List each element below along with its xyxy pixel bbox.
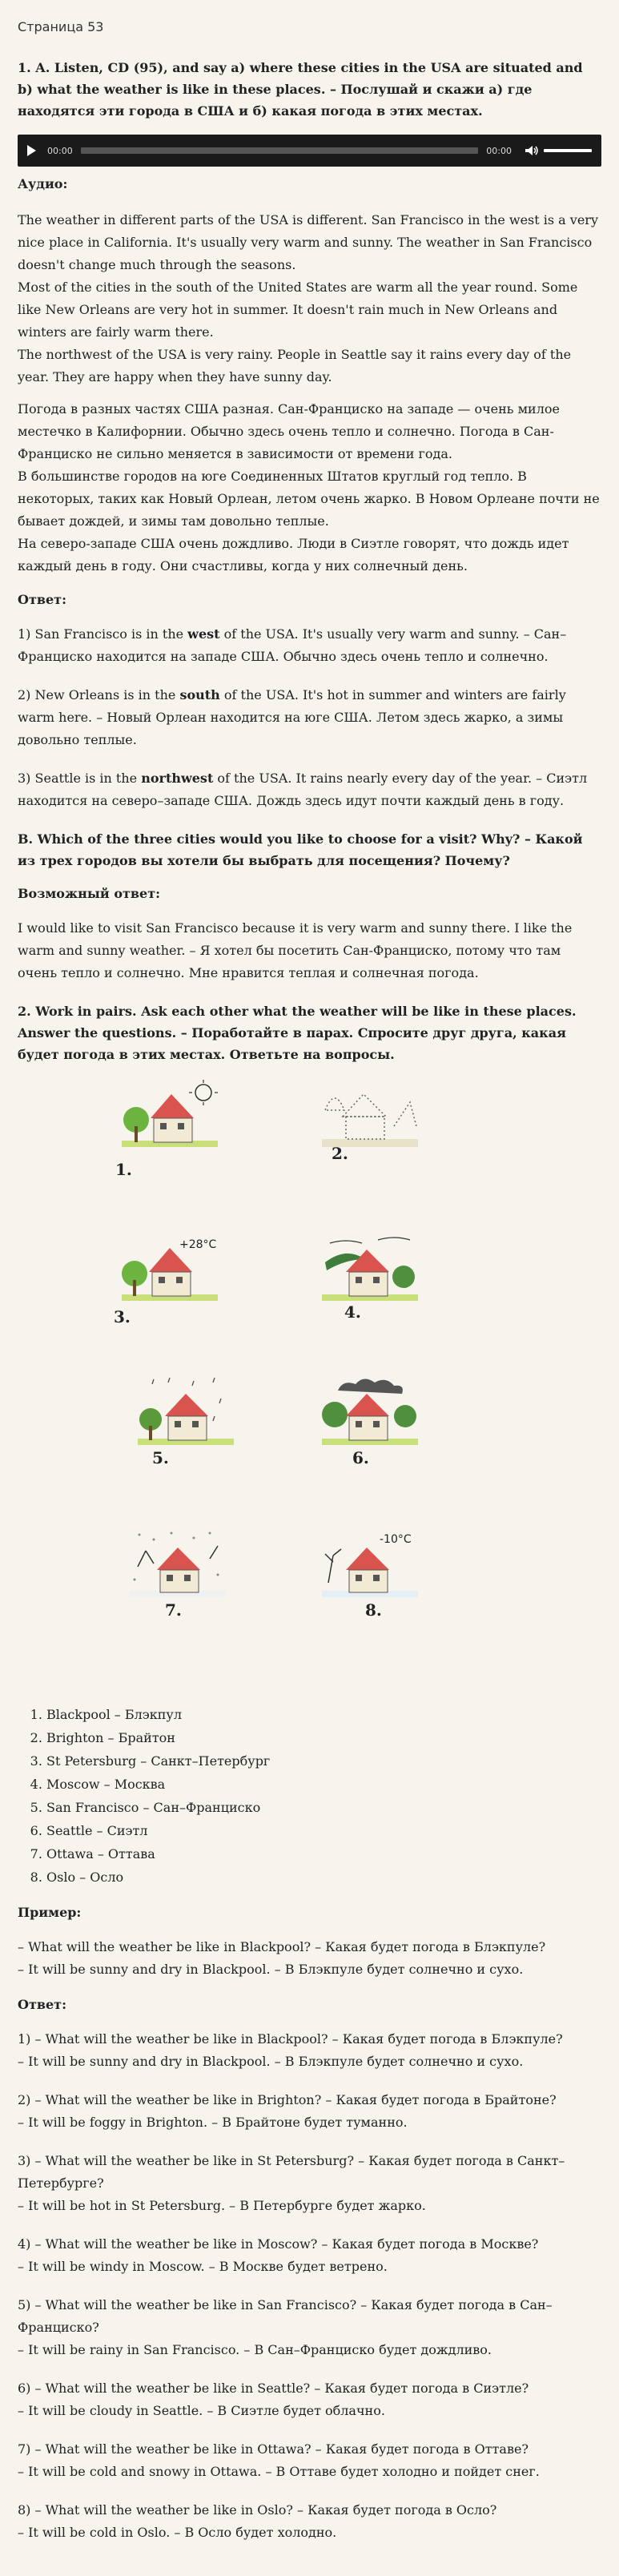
answer-direction: south	[179, 687, 220, 702]
example	[18, 1936, 601, 1981]
snowy-house-icon	[130, 1527, 226, 1607]
audio-label: Аудио:	[18, 176, 68, 191]
cold-house-icon	[322, 1527, 418, 1607]
answer-text: of the USA. It's usually very warm and sunny. – Сан–Франциско находится на западе США. Обычно здесь очень тепло и солнечно.	[18, 626, 567, 664]
question: 6) – What will the weather be like in Seattle? – Какая будет погода в Сиэтле?	[18, 2381, 529, 2396]
audio-text-en	[18, 209, 601, 388]
picture-number: 3.	[114, 1307, 131, 1326]
list-item: 5. San Francisco – Сан–Франциско	[46, 1796, 601, 1819]
picture-6	[322, 1375, 442, 1487]
page-label: Страница 53	[18, 19, 104, 34]
answer: – It will be cloudy in Seattle. – В Сиэтле будет облачно.	[18, 2403, 385, 2418]
example-question: – What will the weather be like in Blackpool? – Какая будет погода в Блэкпуле?	[18, 1939, 546, 1954]
list-item: 1. Blackpool – Блэкпул	[46, 1703, 601, 1726]
picture-3	[114, 1230, 242, 1342]
task2-answer-1	[18, 2028, 601, 2073]
possible-answer-label: Возможный ответ:	[18, 886, 161, 901]
task1-heading: 1. A. Listen, CD (95), and say a) where these cities in the USA are situated and b) what the weather is like in these places. – Послушай и скажи а) где находятся эти города в США и б) какая погода в этих местах.	[18, 60, 583, 119]
answer: – It will be cold in Oslo. – В Осло будет холодно.	[18, 2525, 337, 2540]
picture-number: 6.	[352, 1448, 369, 1467]
audio-en-3: The northwest of the USA is very rainy. People in Seattle say it rains every day of the year. They are happy when they have sunny day.	[18, 347, 572, 384]
list-item: 8. Oslo – Осло	[46, 1866, 601, 1889]
task1-answer-label: Ответ:	[18, 592, 66, 607]
task2-answer-3	[18, 2150, 601, 2217]
list-item: 6. Seattle – Сиэтл	[46, 1819, 601, 1842]
current-time: 00:00	[47, 145, 73, 156]
audio-player[interactable]	[18, 135, 601, 167]
question: 2) – What will the weather be like in Brighton? – Какая будет погода в Брайтоне?	[18, 2092, 557, 2107]
audio-ru-3: На северо-западе США очень дождливо. Люди в Сиэтле говорят, что дождь идет каждый день в году. Они счастливы, когда у них солнечный день.	[18, 536, 569, 574]
answer-text: of the USA. It rains nearly every day of the year. – Сиэтл находится на северо–западе США. Дождь здесь идут почти каждый день в году.	[18, 771, 588, 808]
list-item: 7. Ottawa – Оттава	[46, 1842, 601, 1866]
volume-slider[interactable]	[544, 149, 592, 152]
list-item: 4. Moscow – Москва	[46, 1773, 601, 1796]
answer: – It will be cold and snowy in Ottawa. – В Оттаве будет холодно и пойдет снег.	[18, 2464, 540, 2479]
picture-2	[322, 1078, 442, 1190]
temperature-label: -10°C	[380, 1533, 412, 1546]
volume-icon[interactable]	[525, 145, 539, 156]
answer: – It will be sunny and dry in Blackpool. – В Блэкпуле будет солнечно и сухо.	[18, 2054, 524, 2069]
picture-7	[130, 1527, 250, 1639]
task2-answer-label: Ответ:	[18, 1997, 66, 2012]
audio-ru-1: Погода в разных частях США разная. Сан-Франциско на западе — очень милое местечко в Калифорнии. Обычно здесь очень тепло и солнечно. Погода в Сан-Франциско не сильно меняется в зависимости от времени года.	[18, 401, 560, 461]
answer-text: of the USA. It's hot in summer and winters are fairly warm here. – Новый Орлеан находится на юге США. Летом здесь жарко, а зимы довольно теплые.	[18, 687, 566, 747]
task2-answer-4	[18, 2233, 601, 2278]
picture-5	[138, 1375, 258, 1487]
answer-direction: northwest	[141, 771, 214, 786]
task2-answer-7	[18, 2438, 601, 2483]
cloudy-house-icon	[322, 1375, 418, 1455]
picture-number: 2.	[332, 1144, 348, 1163]
question: 3) – What will the weather be like in St Petersburg? – Какая будет погода в Санкт–Петербурге?	[18, 2153, 565, 2191]
seek-bar[interactable]	[81, 147, 479, 154]
list-item: 3. St Petersburg – Санкт–Петербург	[46, 1749, 601, 1773]
picture-number: 7.	[165, 1600, 182, 1620]
answer-direction: west	[187, 626, 220, 642]
picture-number: 4.	[344, 1302, 361, 1322]
question: 8) – What will the weather be like in Oslo? – Какая будет погода в Осло?	[18, 2502, 497, 2518]
task2-answer-2	[18, 2089, 601, 2134]
city-list	[18, 1703, 601, 1889]
list-item: 2. Brighton – Брайтон	[46, 1726, 601, 1749]
task2-answer-8	[18, 2499, 601, 2544]
task1-answer-3	[18, 767, 601, 812]
task2-answer-5	[18, 2294, 601, 2361]
answer: – It will be windy in Moscow. – В Москве будет ветрено.	[18, 2259, 388, 2274]
example-answer: – It will be sunny and dry in Blackpool. – В Блэкпуле будет солнечно и сухо.	[18, 1962, 524, 1977]
answer: – It will be hot in St Petersburg. – В Петербурге будет жарко.	[18, 2198, 426, 2213]
hot-house-icon	[122, 1230, 218, 1310]
possible-answer: I would like to visit San Francisco because it is very warm and sunny there. I like the warm and sunny weather. – Я хотел бы посетить Сан-Франциско, потому что там очень тепло и солнечно. Мне нравится теплая и солнечная погода.	[18, 920, 573, 980]
picture-number: 8.	[365, 1600, 382, 1620]
answer-text: 2) New Orleans is in the	[18, 687, 180, 702]
answer: – It will be foggy in Brighton. – В Брайтоне будет туманно.	[18, 2115, 408, 2130]
audio-en-1: The weather in different parts of the USA is different. San Francisco in the west is a very nice place in California. It's usually very warm and sunny. The weather in San Francisco doesn't change much through the seasons.	[18, 212, 598, 272]
task1-answer-1	[18, 623, 601, 668]
audio-en-2: Most of the cities in the south of the United States are warm all the year round. Some like New Orleans are very hot in summer. It doesn't rain much in New Orleans and winters are fairly warm there.	[18, 280, 578, 340]
task2-heading: 2. Work in pairs. Ask each other what the weather will be like in these places. Answer the questions. – Поработайте в парах. Спросите друг друга, какая будет погода в этих местах. Ответьте на вопросы.	[18, 1004, 577, 1062]
example-label: Пример:	[18, 1905, 82, 1920]
play-icon[interactable]	[27, 145, 36, 156]
picture-4	[322, 1230, 442, 1342]
question: 5) – What will the weather be like in San Francisco? – Какая будет погода в Сан–Франциско?	[18, 2297, 553, 2335]
task1b-heading: B. Which of the three cities would you like to choose for a visit? Why? – Какой из трех городов вы хотели бы выбрать для посещения? Почему?	[18, 831, 583, 868]
sunny-house-icon	[122, 1078, 218, 1158]
picture-1	[115, 1078, 242, 1190]
audio-text-ru	[18, 398, 601, 578]
duration: 00:00	[486, 145, 512, 156]
picture-8	[322, 1527, 442, 1639]
picture-number: 5.	[152, 1448, 169, 1467]
rainy-house-icon	[138, 1375, 234, 1455]
answer-text: 1) San Francisco is in the	[18, 626, 188, 642]
audio-ru-2: В большинстве городов на юге Соединенных Штатов круглый год тепло. В некоторых, таких как Новый Орлеан, летом очень жарко. В Новом Орлеане почти не бывает дождей, и зимы там довольно теплые.	[18, 469, 600, 529]
task2-answer-6	[18, 2377, 601, 2422]
question: 1) – What will the weather be like in Blackpool? – Какая будет погода в Блэкпуле?	[18, 2031, 563, 2047]
question: 7) – What will the weather be like in Ottawa? – Какая будет погода в Оттаве?	[18, 2441, 529, 2457]
answer-text: 3) Seattle is in the	[18, 771, 142, 786]
question: 4) – What will the weather be like in Moscow? – Какая будет погода в Москве?	[18, 2236, 539, 2252]
task1-answer-2	[18, 684, 601, 751]
windy-house-icon	[322, 1230, 418, 1310]
answer: – It will be rainy in San Francisco. – В Сан–Франциско будет дождливо.	[18, 2342, 492, 2357]
picture-number: 1.	[115, 1160, 132, 1179]
temperature-label: +28°C	[179, 1238, 217, 1251]
weather-pictures	[114, 1078, 538, 1687]
